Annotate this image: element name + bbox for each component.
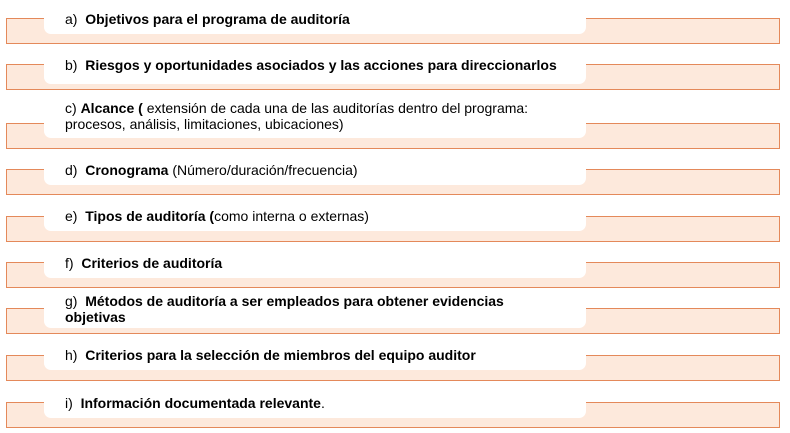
- item-card: [44, 4, 586, 34]
- item-marker: e): [65, 208, 78, 224]
- item-card: [44, 290, 586, 328]
- item-card: [44, 248, 586, 278]
- item-card: [44, 388, 586, 418]
- item-title: Cronograma: [85, 162, 169, 178]
- item-detail: como interna o externas): [214, 208, 369, 224]
- item-title: Información documentada relevante: [80, 395, 321, 411]
- item-card: [44, 340, 586, 370]
- item-marker: f): [65, 255, 74, 271]
- item-card: [44, 201, 586, 231]
- item-marker: c): [65, 100, 77, 116]
- item-marker: h): [65, 347, 78, 363]
- item-marker: a): [65, 11, 78, 27]
- item-card: [44, 155, 586, 185]
- item-title: Objetivos para el programa de auditoría: [85, 11, 350, 27]
- item-title: Riesgos y oportunidades asociados y las acciones para direccionarlos: [85, 57, 557, 73]
- item-detail: .: [320, 395, 325, 411]
- item-marker: g): [65, 293, 78, 309]
- item-marker: d): [65, 162, 78, 178]
- item-marker: b): [65, 57, 78, 73]
- item-title: Métodos de auditoría a ser empleados para obtener evidencias objetivas: [65, 293, 504, 325]
- item-detail: extensión de cada una de las auditorías dentro del programa: procesos, análisis, limitaciones, ubicaciones): [65, 100, 529, 132]
- item-title: Criterios de auditoría: [81, 255, 223, 271]
- item-card: [44, 46, 586, 84]
- item-title: Alcance (: [80, 100, 143, 116]
- item-marker: i): [65, 395, 73, 411]
- item-title: Criterios para la selección de miembros del equipo auditor: [85, 347, 476, 363]
- item-title: Tipos de auditoría (: [85, 208, 215, 224]
- item-detail: (Número/duración/frecuencia): [168, 162, 358, 178]
- item-card: [44, 94, 586, 138]
